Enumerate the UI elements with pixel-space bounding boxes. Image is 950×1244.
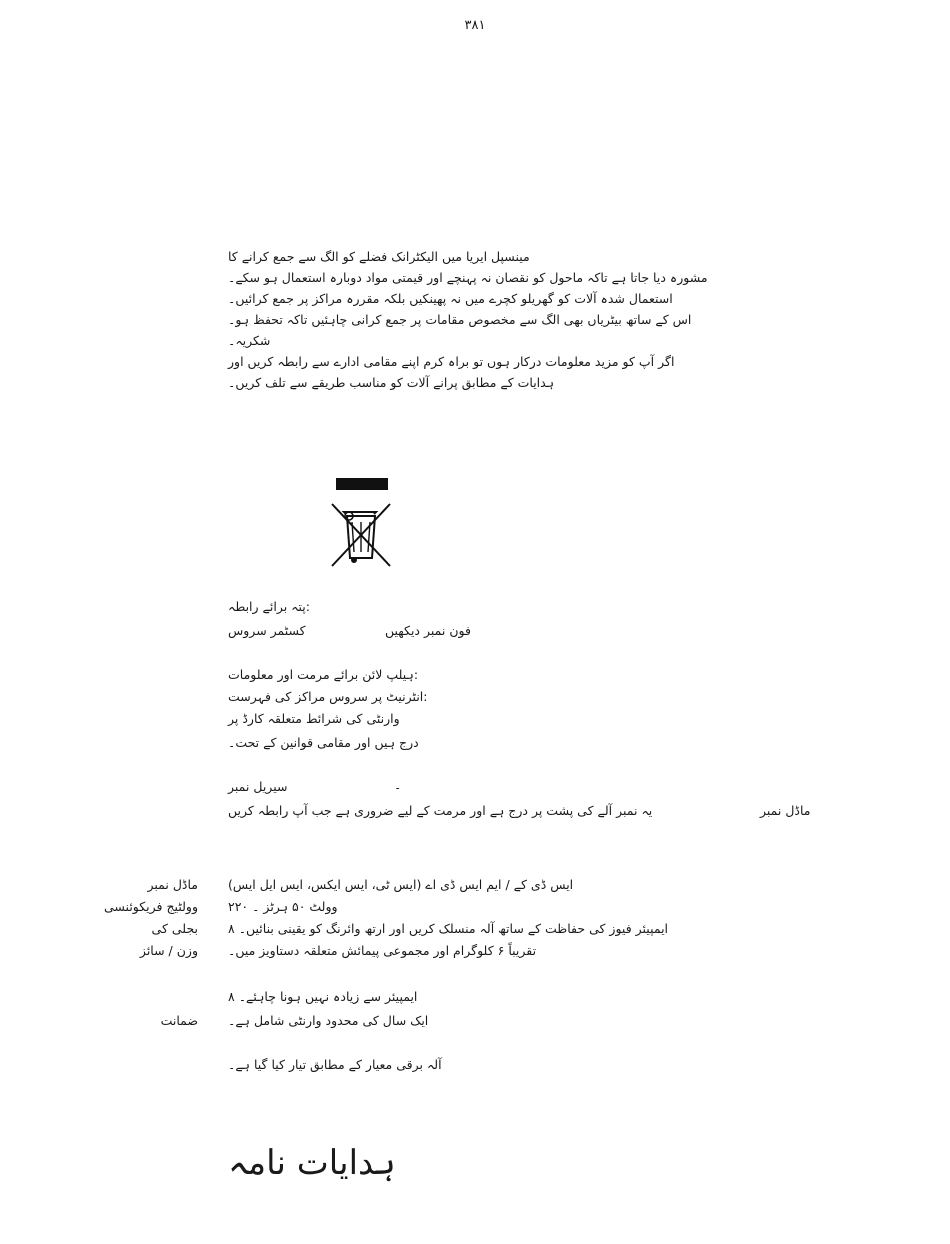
contact-line: انٹرنیٹ پر سروس مراکز کی فہرست: <box>228 689 428 704</box>
spec-value: تقریباً ۶ کلوگرام اور مجموعی پیمائش متعلقہ دستاویز میں۔ <box>228 943 537 958</box>
paragraph-line: اگر آپ کو مزید معلومات درکار ہوں تو براہ کرم اپنے مقامی ادارے سے رابطہ کریں اور <box>228 354 675 369</box>
contact-phone: فون نمبر دیکھیں <box>385 623 471 638</box>
paragraph-line: مشورہ دیا جاتا ہے تاکہ ماحول کو نقصان نہ پہنچے اور قیمتی مواد دوبارہ استعمال ہو سکے۔ <box>228 270 708 285</box>
paragraph-line: استعمال شدہ آلات کو گھریلو کچرے میں نہ پھینکیں بلکہ مقررہ مراکز پر جمع کرائیں۔ <box>228 291 673 306</box>
fuse-note: ۸ ایمپیئر سے زیادہ نہیں ہونا چاہئے۔ <box>228 989 418 1004</box>
spec-value: ۸ ایمپیئر فیوز کی حفاظت کے ساتھ آلہ منسلک کریں اور ارتھ وائرنگ کو یقینی بنائیں۔ <box>228 921 669 936</box>
contact-heading: پتہ برائے رابطہ: <box>228 599 310 614</box>
paragraph-line: اس کے ساتھ بیٹریاں بھی الگ سے مخصوص مقامات پر جمع کرانی چاہئیں تاکہ تحفظ ہو۔ <box>228 312 692 327</box>
serial-note: یہ نمبر آلے کی پشت پر درج ہے اور مرمت کے لیے ضروری ہے جب آپ رابطہ کریں <box>228 803 653 818</box>
paragraph-line: مینسپل ایریا میں الیکٹرانک فضلے کو الگ سے جمع کرانے کا <box>228 249 530 264</box>
spec-value: ۲۲۰ وولٹ ۵۰ ہرٹز ۔ <box>228 899 338 914</box>
paragraph-line: ہدایات کے مطابق پرانے آلات کو مناسب طریقے سے تلف کریں۔ <box>228 375 555 390</box>
contact-line: ہیلپ لائن برائے مرمت اور معلومات: <box>228 667 419 682</box>
brand-title: ہدایات نامہ <box>228 1143 396 1183</box>
serial-label: سیریل نمبر <box>228 779 288 794</box>
contact-line: درج ہیں اور مقامی قوانین کے تحت۔ <box>228 735 419 750</box>
spec-value: ایس ڈی کے / ایم ایس ڈی اے (ایس ٹی، ایس ایکس، ایس ایل ایس) <box>228 877 574 892</box>
serial-dot: ۔ <box>394 777 402 792</box>
warranty-value: ایک سال کی محدود وارنٹی شامل ہے۔ <box>228 1013 429 1028</box>
disposal-paragraph <box>228 246 898 393</box>
crossed-out-wheelie-bin-icon <box>330 478 392 568</box>
model-note: ماڈل نمبر <box>760 803 811 818</box>
spec-label: وزن / سائز <box>139 943 198 958</box>
page-number: ۳۸۱ <box>464 18 486 33</box>
warranty-label: ضمانت <box>160 1013 198 1028</box>
spec-label: وولٹیج فریکوئنسی <box>103 899 198 914</box>
contact-line: وارنٹی کی شرائط متعلقہ کارڈ پر <box>228 711 400 726</box>
contact-service: کسٹمر سروس <box>228 623 306 638</box>
spec-label: ماڈل نمبر <box>147 877 198 892</box>
paragraph-line: شکریہ۔ <box>228 333 271 348</box>
compliance-note: آلہ برقی معیار کے مطابق تیار کیا گیا ہے۔ <box>228 1057 442 1072</box>
spec-label: بجلی کی <box>151 921 198 936</box>
